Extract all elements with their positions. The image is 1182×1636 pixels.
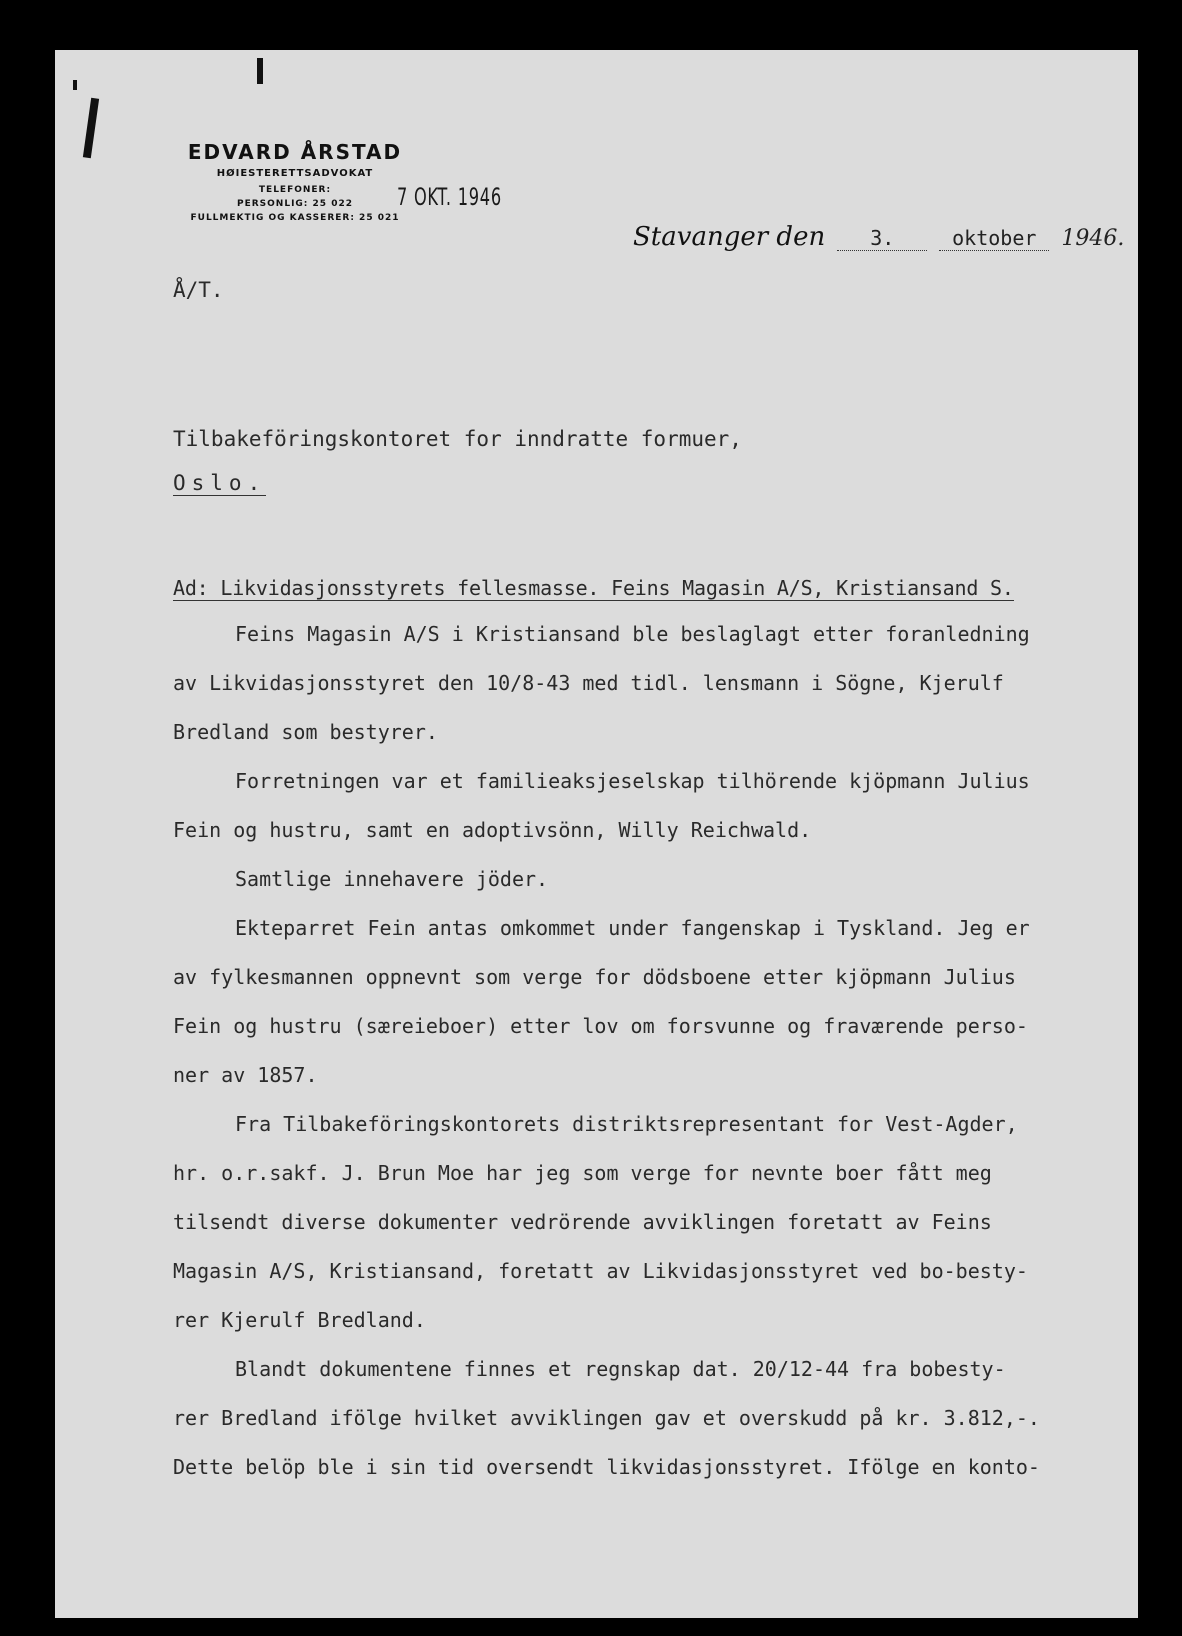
letterhead-office-phone: FULLMEKTIG OG KASSERER: 25 021 xyxy=(190,213,400,223)
body-line: Bredland som bestyrer. xyxy=(173,720,438,744)
dateline-month: oktober xyxy=(939,226,1049,251)
body-line: Ekteparret Fein antas omkommet under fangenskap i Tyskland. Jeg er xyxy=(235,916,1030,940)
body-line: Samtlige innehavere jöder. xyxy=(235,867,549,891)
body-line: Magasin A/S, Kristiansand, foretatt av Likvidasjonsstyret ved bo-besty- xyxy=(173,1259,1028,1283)
ink-mark xyxy=(83,98,99,159)
letter-body xyxy=(173,610,1073,1492)
dateline-day: 3. xyxy=(837,226,927,251)
body-line: rer Bredland ifölge hvilket avviklingen gav et overskudd på kr. 3.812,-. xyxy=(173,1406,1040,1430)
reference-initials: Å/T. xyxy=(173,278,224,302)
dateline-year: 1946. xyxy=(1061,226,1125,251)
body-line: tilsendt diverse dokumenter vedrörende avviklingen foretatt av Feins xyxy=(173,1210,992,1234)
body-line: Blandt dokumentene finnes et regnskap dat. 20/12-44 fra bobesty- xyxy=(235,1357,1006,1381)
dateline-place: Stavanger den xyxy=(633,222,826,252)
body-line: Forretningen var et familieaksjeselskap tilhörende kjöpmann Julius xyxy=(235,769,1030,793)
letterhead-personal-phone: PERSONLIG: 25 022 xyxy=(237,199,353,209)
body-line: Fra Tilbakeföringskontorets distriktsrepresentant for Vest-Agder, xyxy=(235,1112,1018,1136)
letterhead-title: HØIESTERETTSADVOKAT xyxy=(216,168,374,179)
received-stamp xyxy=(397,183,502,211)
body-line: Dette belöp ble i sin tid oversendt likvidasjonsstyret. Ifölge en konto- xyxy=(173,1455,1040,1479)
ink-mark xyxy=(73,80,77,90)
letterhead-phones-label: TELEFONER: xyxy=(258,185,332,195)
body-line: rer Kjerulf Bredland. xyxy=(173,1308,426,1332)
subject-line: Ad: Likvidasjonsstyrets fellesmasse. Feins Magasin A/S, Kristiansand S. xyxy=(173,576,1014,600)
addressee-city: Oslo. xyxy=(173,471,267,495)
body-line: hr. o.r.sakf. J. Brun Moe har jeg som verge for nevnte boer fått meg xyxy=(173,1161,992,1185)
body-line: Fein og hustru, samt en adoptivsönn, Willy Reichwald. xyxy=(173,818,812,842)
body-line: av Likvidasjonsstyret den 10/8-43 med tidl. lensmann i Sögne, Kjerulf xyxy=(173,671,1004,695)
ink-mark xyxy=(257,58,263,84)
letterhead-name: EDVARD ÅRSTAD xyxy=(187,140,403,164)
addressee: Tilbakeföringskontoret for inndratte formuer, xyxy=(173,427,742,451)
body-line: Feins Magasin A/S i Kristiansand ble beslaglagt etter foranledning xyxy=(235,622,1030,646)
body-line: ner av 1857. xyxy=(173,1063,318,1087)
dateline xyxy=(633,222,1124,252)
stamp-date: 7 OKT. 1946 xyxy=(397,183,502,211)
letter-page xyxy=(55,50,1138,1618)
body-line: Fein og hustru (særeieboer) etter lov om forsvunne og fraværende perso- xyxy=(173,1014,1028,1038)
body-line: av fylkesmannen oppnevnt som verge for dödsboene etter kjöpmann Julius xyxy=(173,965,1016,989)
